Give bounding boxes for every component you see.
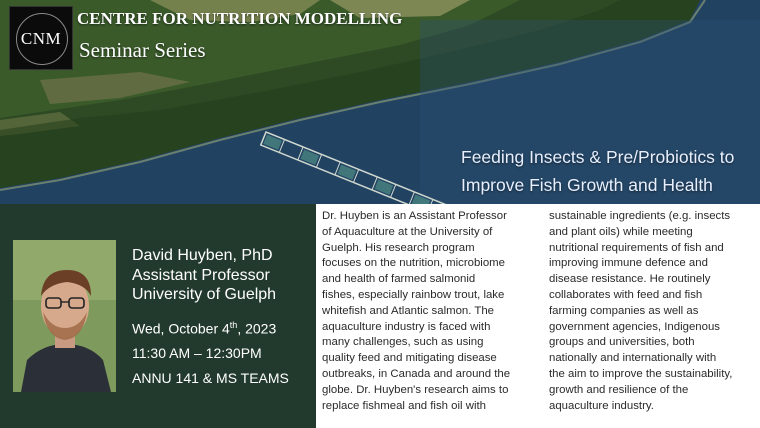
event-date-year: , 2023 <box>237 320 277 337</box>
talk-title <box>461 143 734 199</box>
bio-line: the aim to improve the sustainability, <box>549 367 733 380</box>
bio-line: collaborates with feed and fish <box>549 288 703 301</box>
bio-line: Dr. Huyben is an Assistant Professor <box>322 210 507 222</box>
hero-banner <box>0 0 760 204</box>
bio-line: Guelph. His research program <box>322 241 475 254</box>
bio-column-2 <box>549 209 732 414</box>
speaker-name: David Huyben, PhD <box>132 247 273 264</box>
bio-line: government agencies, Indigenous <box>549 320 720 333</box>
speaker-portrait-image <box>13 240 116 392</box>
bio-line: aquaculture industry. <box>549 399 654 412</box>
bio-line: and plant oils) while meeting <box>549 225 693 238</box>
bio-line: outbreaks, in Canada and around the <box>322 367 511 380</box>
speaker-photo <box>13 240 116 392</box>
event-location: ANNU 141 & MS TEAMS <box>132 370 289 386</box>
bio-line: farming companies as well as <box>549 304 699 317</box>
bio-line: fishes, especially rainbow trout, lake <box>322 288 505 301</box>
cnm-logo <box>9 6 73 70</box>
bio-column-1 <box>322 209 510 414</box>
bio-line: of Aquaculture at the University of <box>322 225 493 238</box>
event-date-main: Wed, October 4 <box>132 320 230 337</box>
bio-line: nationally and internationally with <box>549 352 717 365</box>
speaker-role: Assistant Professor <box>132 267 270 284</box>
series-subtitle: Seminar Series <box>79 38 206 62</box>
series-title: CENTRE FOR NUTRITION MODELLING <box>77 9 403 28</box>
logo-text: CNM <box>20 29 62 48</box>
event-time: 11:30 AM – 12:30PM <box>132 345 262 361</box>
event-date-ordinal: th <box>229 320 238 330</box>
talk-title-line: Feeding Insects & Pre/Probiotics to <box>461 147 735 167</box>
speaker-bio <box>316 204 760 428</box>
bio-line: whitefish and Atlantic salmon. The <box>322 304 495 317</box>
bio-line: improving immune defence and <box>549 257 708 270</box>
bio-line: groups and universities, both <box>549 336 695 349</box>
bio-line: and health of farmed salmonid <box>322 273 476 286</box>
bio-line: focuses on the nutrition, microbiome <box>322 257 505 270</box>
bio-line: globe. Dr. Huyben's research aims to <box>322 383 509 396</box>
bio-line: aquaculture industry is faced with <box>322 320 491 333</box>
bio-line: many challenges, such as using <box>322 336 484 349</box>
speaker-panel <box>0 204 316 428</box>
bio-line: replace fishmeal and fish oil with <box>322 399 486 412</box>
bio-line: growth and resilience of the <box>549 383 689 396</box>
bio-line: quality feed and mitigating disease <box>322 352 497 365</box>
talk-title-line: Improve Fish Growth and Health <box>461 175 713 195</box>
bio-line: disease resistance. He routinely <box>549 273 711 286</box>
event-date <box>132 320 276 337</box>
bio-line: sustainable ingredients (e.g. insects <box>549 210 731 222</box>
speaker-organization: University of Guelph <box>132 286 277 303</box>
bio-line: nutritional requirements of fish and <box>549 241 724 254</box>
